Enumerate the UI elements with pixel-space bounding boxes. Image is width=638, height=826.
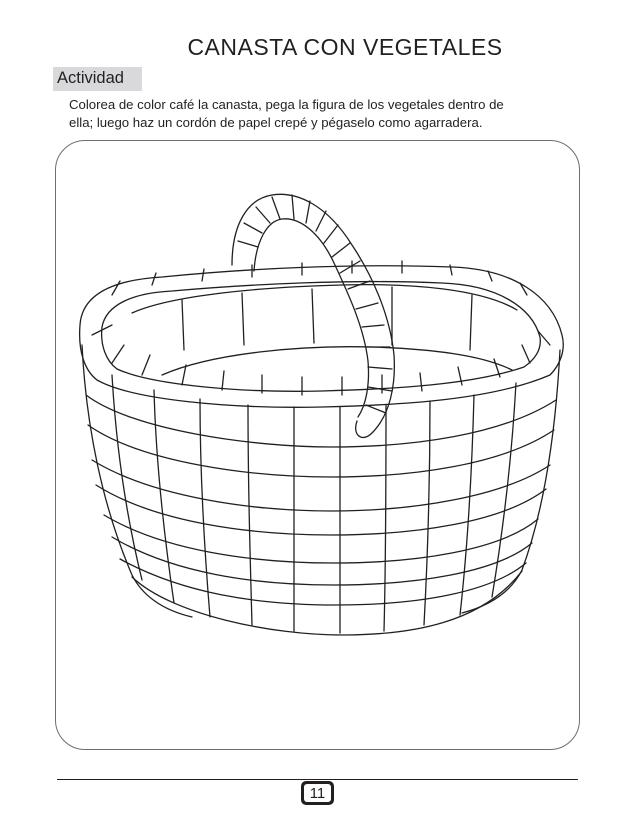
basket-handle-inner bbox=[254, 219, 369, 417]
page-number: 11 bbox=[304, 784, 331, 802]
instructions-line-1: Colorea de color café la canasta, pega la figura de los vegetales dentro de bbox=[69, 97, 504, 112]
activity-label: Actividad bbox=[57, 69, 124, 87]
instructions bbox=[69, 96, 569, 132]
footer-rule bbox=[57, 779, 578, 780]
page-number-badge bbox=[301, 781, 334, 805]
basket-rim-inner bbox=[102, 282, 541, 392]
instructions-line-2: ella; luego haz un cordón de papel crepé y pégaselo como agarradera. bbox=[69, 115, 483, 130]
page-title: CANASTA CON VEGETALES bbox=[187, 34, 503, 60]
basket-illustration bbox=[72, 185, 572, 655]
basket-rim-outer bbox=[80, 266, 564, 408]
